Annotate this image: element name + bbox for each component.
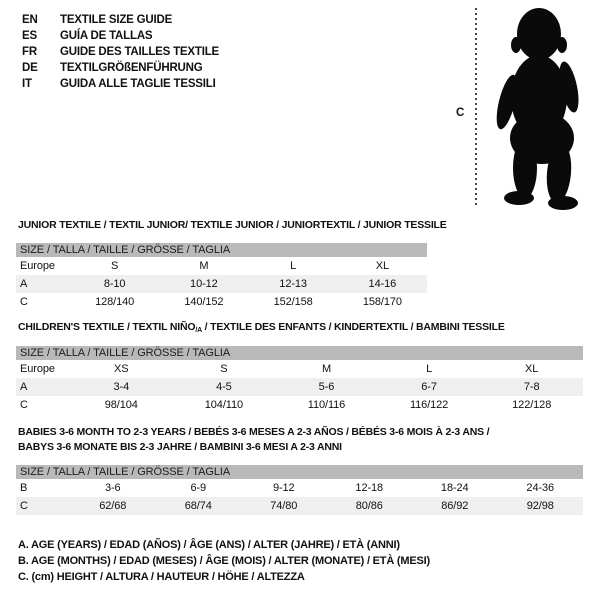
size-table-babies bbox=[16, 465, 583, 515]
table-cell: 14-16 bbox=[368, 278, 397, 290]
table-cell: C bbox=[20, 399, 28, 411]
section-title-children bbox=[18, 320, 505, 338]
table-cell: 92/98 bbox=[526, 500, 554, 512]
language-row bbox=[22, 12, 219, 28]
table-cell: 18-24 bbox=[440, 482, 469, 494]
table-cell: S bbox=[220, 363, 228, 375]
table-cell: 3-6 bbox=[104, 482, 121, 494]
section-title-babies-line1: BABIES 3-6 MONTH TO 2-3 YEARS / BEBÉS 3-6 MESES A 2-3 AÑOS / BÉBÉS 3-6 MOIS À 2-3 ANS / bbox=[18, 426, 490, 438]
table-cell: 6-9 bbox=[190, 482, 207, 494]
table-cell: 122/128 bbox=[512, 399, 552, 411]
table-row bbox=[16, 378, 583, 396]
table-row bbox=[16, 275, 427, 293]
language-label: TEXTILGRÖßENFÜHRUNG bbox=[60, 62, 203, 74]
section-title-children-sub: /A bbox=[195, 327, 202, 334]
table-cell: L bbox=[426, 363, 433, 375]
table-row bbox=[16, 497, 583, 515]
table-cell: A bbox=[20, 381, 28, 393]
table-cell: Europe bbox=[20, 363, 55, 375]
table-cell: 158/170 bbox=[362, 296, 402, 308]
language-code: IT bbox=[22, 78, 32, 90]
language-code: EN bbox=[22, 14, 38, 26]
table-cell: 116/122 bbox=[409, 399, 449, 411]
table-row bbox=[16, 257, 427, 275]
table-cell: 12-18 bbox=[355, 482, 384, 494]
baby-silhouette-icon bbox=[489, 5, 599, 210]
language-label: TEXTILE SIZE GUIDE bbox=[60, 14, 173, 26]
language-code: FR bbox=[22, 46, 37, 58]
height-measure-label: C bbox=[456, 107, 465, 119]
note-age-months: B. AGE (MONTHS) / EDAD (MESES) / ÂGE (MOIS) / ALTER (MONATE) / ETÀ (MESI) bbox=[18, 555, 430, 567]
table-cell: XL bbox=[525, 363, 539, 375]
language-label: GUIDA ALLE TAGLIE TESSILI bbox=[60, 78, 216, 90]
table-cell: XS bbox=[114, 363, 129, 375]
language-code: ES bbox=[22, 30, 37, 42]
note-height-cm: C. (cm) HEIGHT / ALTURA / HAUTEUR / HÖHE / ALTEZZA bbox=[18, 571, 305, 583]
table-cell: 110/116 bbox=[307, 399, 346, 411]
size-band-header: SIZE / TALLA / TAILLE / GRÖSSE / TAGLIA bbox=[16, 346, 583, 360]
language-row bbox=[22, 60, 219, 76]
table-cell: 4-5 bbox=[216, 381, 232, 393]
note-age-years: A. AGE (YEARS) / EDAD (AÑOS) / ÂGE (ANS) / ALTER (JAHRE) / ETÀ (ANNI) bbox=[18, 539, 400, 551]
table-cell: C bbox=[20, 296, 28, 308]
height-measure-dotted-line bbox=[475, 8, 477, 208]
size-band-header: SIZE / TALLA / TAILLE / GRÖSSE / TAGLIA bbox=[16, 465, 583, 479]
language-label: GUIDE DES TAILLES TEXTILE bbox=[60, 46, 219, 58]
size-table-children bbox=[16, 346, 583, 414]
table-cell: 98/104 bbox=[104, 399, 138, 411]
table-row bbox=[16, 396, 583, 414]
size-band-header: SIZE / TALLA / TAILLE / GRÖSSE / TAGLIA bbox=[16, 243, 427, 257]
table-cell: 152/158 bbox=[273, 296, 313, 308]
table-cell: A bbox=[20, 278, 28, 290]
language-code: DE bbox=[22, 62, 38, 74]
legend-notes bbox=[18, 537, 430, 585]
table-cell: 9-12 bbox=[272, 482, 295, 494]
table-cell: 12-13 bbox=[279, 278, 307, 290]
table-cell: 7-8 bbox=[523, 381, 540, 393]
table-cell: 10-12 bbox=[190, 278, 218, 290]
table-cell: 104/110 bbox=[204, 399, 244, 411]
table-row bbox=[16, 479, 583, 497]
language-row bbox=[22, 28, 219, 44]
language-title-list bbox=[22, 12, 219, 92]
size-table-junior bbox=[16, 243, 427, 311]
table-cell: 5-6 bbox=[318, 381, 335, 393]
language-row bbox=[22, 44, 219, 60]
table-cell: S bbox=[111, 260, 119, 272]
table-cell: L bbox=[290, 260, 297, 272]
language-label: GUÍA DE TALLAS bbox=[60, 30, 153, 42]
table-cell: 86/92 bbox=[441, 500, 469, 512]
table-cell: 74/80 bbox=[270, 500, 298, 512]
table-cell: 8-10 bbox=[103, 278, 126, 290]
table-cell: 140/152 bbox=[184, 296, 224, 308]
table-cell: XL bbox=[375, 260, 389, 272]
table-cell: M bbox=[199, 260, 209, 272]
section-title-babies-line2: BABYS 3-6 MONATE BIS 2-3 JAHRE / BAMBINI 3-6 MESI A 2-3 ANNI bbox=[18, 441, 342, 453]
language-row bbox=[22, 76, 219, 92]
section-title-children-post: / TEXTILE DES ENFANTS / KINDERTEXTIL / BAMBINI TESSILE bbox=[201, 321, 505, 333]
table-cell: 6-7 bbox=[421, 381, 437, 393]
table-cell: 62/68 bbox=[99, 500, 127, 512]
table-cell: 24-36 bbox=[526, 482, 555, 494]
table-cell: 68/74 bbox=[184, 500, 212, 512]
table-cell: 3-4 bbox=[113, 381, 130, 393]
table-cell: C bbox=[20, 500, 28, 512]
table-row bbox=[16, 360, 583, 378]
table-cell: M bbox=[321, 363, 332, 375]
table-cell: Europe bbox=[20, 260, 55, 272]
section-title-junior: JUNIOR TEXTILE / TEXTIL JUNIOR/ TEXTILE JUNIOR / JUNIORTEXTIL / JUNIOR TESSILE bbox=[18, 219, 447, 231]
section-title-babies bbox=[18, 425, 489, 455]
section-title-children-pre: CHILDREN'S TEXTILE / TEXTIL NIÑO bbox=[18, 321, 196, 333]
table-row bbox=[16, 293, 427, 311]
table-cell: 128/140 bbox=[95, 296, 135, 308]
table-cell: 80/86 bbox=[355, 500, 383, 512]
table-cell: B bbox=[20, 482, 28, 494]
